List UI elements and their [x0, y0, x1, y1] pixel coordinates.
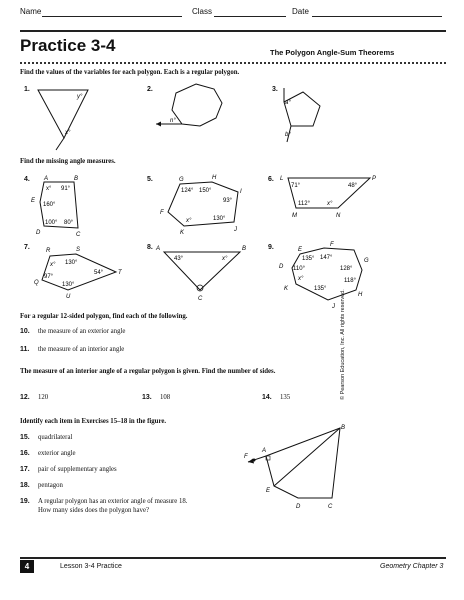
svg-text:128°: 128°	[340, 266, 353, 272]
problem-3-number: 3.	[272, 86, 278, 93]
svg-text:G: G	[364, 258, 369, 264]
problem-12-text: 120	[38, 394, 49, 401]
footer-rule	[20, 557, 446, 559]
problem-18-number: 18.	[20, 482, 30, 489]
label-n: n°	[170, 118, 176, 124]
problem-1-number: 1.	[24, 86, 30, 93]
figure-2-heptagon	[150, 80, 240, 140]
footer-chapter: Geometry Chapter 3	[380, 563, 444, 570]
page-subtitle: The Polygon Angle-Sum Theorems	[270, 48, 395, 57]
svg-text:147°: 147°	[320, 255, 333, 261]
problem-19-line2: How many sides does the polygon have?	[38, 507, 149, 514]
problem-7-number: 7.	[24, 244, 30, 251]
svg-text:A: A	[156, 246, 161, 252]
svg-text:A: A	[44, 176, 49, 182]
page-number: 4	[20, 560, 34, 573]
problem-13-text: 108	[160, 394, 171, 401]
problem-14-number: 14.	[262, 394, 272, 401]
page-title: Practice 3-4	[20, 36, 116, 55]
figure-4-pentagon	[30, 172, 90, 240]
svg-text:H: H	[212, 175, 217, 181]
svg-text:43°: 43°	[174, 256, 184, 262]
svg-text:x°: x°	[50, 262, 56, 268]
label-x: x°	[65, 130, 71, 136]
svg-text:118°: 118°	[344, 278, 356, 284]
svg-text:160°: 160°	[43, 202, 56, 208]
problem-11-number: 11.	[20, 346, 30, 353]
svg-text:F: F	[244, 454, 248, 460]
name-label: Name	[20, 7, 42, 16]
label-b: b°	[285, 132, 291, 138]
figure-15-18	[240, 420, 360, 516]
problem-8-number: 8.	[147, 244, 153, 251]
svg-text:C: C	[76, 232, 81, 238]
name-line	[42, 7, 182, 17]
class-line	[214, 7, 286, 17]
problem-16-number: 16.	[20, 450, 30, 457]
svg-text:E: E	[266, 488, 271, 494]
svg-text:x°: x°	[186, 218, 192, 224]
svg-text:B: B	[242, 246, 247, 252]
svg-text:U: U	[66, 294, 71, 300]
title-rule	[20, 30, 446, 32]
svg-text:Q: Q	[34, 280, 39, 286]
svg-text:P: P	[372, 176, 377, 182]
footer-lesson: Lesson 3-4 Practice	[60, 563, 122, 570]
instruction-5: Identify each item in Exercises 15–18 in the figure.	[20, 418, 167, 425]
svg-text:D: D	[36, 230, 41, 236]
instruction-4: The measure of an interior angle of a regular polygon is given. Find the number of sides.	[20, 368, 276, 375]
svg-text:x°: x°	[222, 256, 228, 262]
svg-text:150°: 150°	[199, 188, 212, 194]
date-line	[312, 7, 442, 17]
svg-text:D: D	[279, 264, 284, 270]
problem-15-number: 15.	[20, 434, 30, 441]
dotted-divider	[20, 62, 446, 64]
problem-10-number: 10.	[20, 328, 30, 335]
svg-text:130°: 130°	[65, 260, 78, 266]
problem-12-number: 12.	[20, 394, 30, 401]
svg-text:135°: 135°	[314, 286, 327, 292]
copyright-notice: © Pearson Education, Inc. All rights reserved.	[340, 289, 346, 400]
problem-14-text: 135	[280, 394, 291, 401]
figure-5-hexagon	[150, 172, 250, 240]
class-label: Class	[192, 7, 213, 16]
svg-text:F: F	[160, 210, 164, 216]
label-y: y°	[77, 94, 83, 100]
problem-5-number: 5.	[147, 176, 153, 183]
figure-3-pentagon	[275, 84, 355, 154]
date-label: Date	[292, 7, 309, 16]
svg-text:J: J	[332, 304, 335, 310]
problem-11-text: the measure of an interior angle	[38, 346, 125, 353]
problem-15-text: quadrilateral	[38, 434, 73, 441]
instruction-1: Find the values of the variables for each polygon. Each is a regular polygon.	[20, 69, 240, 76]
problem-17-text: pair of supplementary angles	[38, 466, 117, 473]
svg-text:112°: 112°	[298, 201, 310, 207]
svg-text:D: D	[296, 504, 301, 510]
svg-text:C: C	[328, 504, 333, 510]
svg-text:L: L	[280, 176, 284, 182]
svg-text:71°: 71°	[291, 183, 301, 189]
svg-text:G: G	[179, 177, 184, 183]
svg-text:E: E	[298, 247, 303, 253]
svg-text:x°: x°	[46, 186, 52, 192]
svg-text:93°: 93°	[223, 198, 233, 204]
svg-text:H: H	[358, 292, 363, 298]
figure-7-pentagon	[32, 240, 132, 302]
figure-8-triangle	[152, 240, 252, 302]
svg-text:B: B	[74, 176, 79, 182]
figure-9-heptagon	[278, 240, 388, 312]
svg-text:J: J	[234, 227, 237, 233]
problem-4-number: 4.	[24, 176, 30, 183]
problem-13-number: 13.	[142, 394, 152, 401]
svg-text:C: C	[198, 296, 203, 302]
svg-text:K: K	[180, 230, 185, 236]
svg-text:97°: 97°	[44, 274, 54, 280]
svg-text:M: M	[292, 213, 297, 219]
svg-text:80°: 80°	[64, 220, 74, 226]
figure-1-triangle	[30, 84, 100, 154]
svg-text:S: S	[76, 247, 81, 253]
figure-6-quadrilateral	[278, 172, 378, 232]
svg-text:A: A	[262, 448, 267, 454]
svg-text:54°: 54°	[94, 270, 104, 276]
svg-text:I: I	[240, 189, 242, 195]
svg-text:N: N	[336, 213, 341, 219]
svg-text:F: F	[330, 242, 334, 248]
svg-text:100°: 100°	[45, 220, 58, 226]
problem-2-number: 2.	[147, 86, 153, 93]
problem-19-number: 19.	[20, 498, 30, 505]
svg-text:110°: 110°	[293, 266, 305, 272]
svg-text:B: B	[341, 425, 346, 431]
problem-16-text: exterior angle	[38, 450, 76, 457]
instruction-3: For a regular 12-sided polygon, find each of the following.	[20, 313, 188, 320]
svg-text:x°: x°	[327, 201, 333, 207]
svg-text:91°: 91°	[61, 186, 71, 192]
instruction-2: Find the missing angle measures.	[20, 158, 116, 165]
problem-6-number: 6.	[268, 176, 274, 183]
svg-text:E: E	[31, 198, 36, 204]
problem-18-text: pentagon	[38, 482, 63, 489]
label-a: a°	[285, 100, 291, 106]
problem-9-number: 9.	[268, 244, 274, 251]
svg-text:K: K	[284, 286, 289, 292]
svg-text:135°: 135°	[302, 256, 315, 262]
problem-10-text: the measure of an exterior angle	[38, 328, 126, 335]
svg-text:130°: 130°	[62, 282, 75, 288]
svg-text:130°: 130°	[213, 216, 226, 222]
problem-19-line1: A regular polygon has an exterior angle of measure 18.	[38, 498, 188, 505]
svg-text:124°: 124°	[181, 188, 194, 194]
svg-text:48°: 48°	[348, 183, 358, 189]
svg-text:x°: x°	[298, 276, 304, 282]
problem-17-number: 17.	[20, 466, 30, 473]
svg-text:R: R	[46, 248, 51, 254]
svg-text:T: T	[118, 270, 122, 276]
